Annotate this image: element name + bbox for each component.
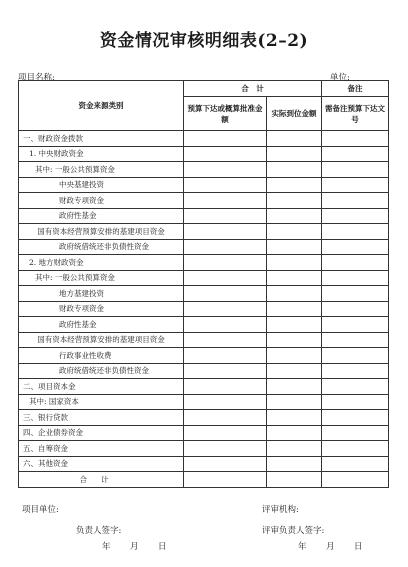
- row-label: 地方基建投资: [19, 286, 184, 302]
- actual-amount-cell[interactable]: [267, 410, 322, 426]
- row-label: 六、其他资金: [19, 456, 184, 472]
- table-row: [19, 208, 389, 224]
- actual-amount-cell[interactable]: [267, 162, 322, 178]
- approved-amount-cell[interactable]: [184, 348, 267, 364]
- unit-label: 单位:: [330, 73, 350, 83]
- total-remark-cell[interactable]: [322, 472, 389, 488]
- doc-number-cell[interactable]: [322, 301, 389, 317]
- date-left-year: 年: [102, 542, 111, 552]
- row-label: 政府性基金: [19, 317, 184, 333]
- actual-amount-cell[interactable]: [267, 394, 322, 410]
- date-right-day: 日: [354, 542, 363, 552]
- actual-amount-cell[interactable]: [267, 332, 322, 348]
- table-row: [19, 162, 389, 178]
- row-label: 政府性基金: [19, 208, 184, 224]
- principal-signature-label: 负责人签字:: [76, 526, 122, 536]
- date-left-day: 日: [158, 542, 167, 552]
- actual-amount-cell[interactable]: [267, 239, 322, 255]
- doc-number-cell[interactable]: [322, 193, 389, 209]
- actual-amount-cell[interactable]: [267, 379, 322, 395]
- table-row: [19, 301, 389, 317]
- approved-amount-cell[interactable]: [184, 379, 267, 395]
- review-principal-signature-label: 评审负责人签字:: [262, 526, 325, 536]
- actual-amount-cell[interactable]: [267, 208, 322, 224]
- actual-amount-cell[interactable]: [267, 177, 322, 193]
- approved-amount-cell[interactable]: [184, 146, 267, 162]
- date-right-month: 月: [326, 542, 335, 552]
- row-label: 国有资本经营预算安排的基建项目资金: [19, 332, 184, 348]
- approved-amount-cell[interactable]: [184, 286, 267, 302]
- total-row: [19, 472, 389, 488]
- doc-number-cell[interactable]: [322, 131, 389, 147]
- approved-amount-cell[interactable]: [184, 208, 267, 224]
- row-label: 其中: 国家资本: [19, 394, 184, 410]
- table-row: [19, 224, 389, 240]
- actual-amount-cell[interactable]: [267, 224, 322, 240]
- doc-number-cell[interactable]: [322, 270, 389, 286]
- actual-amount-cell[interactable]: [267, 441, 322, 457]
- actual-amount-cell[interactable]: [267, 425, 322, 441]
- table-row: [19, 363, 389, 379]
- table-row: [19, 177, 389, 193]
- approved-amount-cell[interactable]: [184, 301, 267, 317]
- approved-amount-cell[interactable]: [184, 456, 267, 472]
- table-row: [19, 394, 389, 410]
- doc-number-cell[interactable]: [322, 456, 389, 472]
- row-label: 三、银行贷款: [19, 410, 184, 426]
- doc-number-cell[interactable]: [322, 208, 389, 224]
- doc-number-cell[interactable]: [322, 379, 389, 395]
- total-approved-cell[interactable]: [184, 472, 267, 488]
- table-row: [19, 332, 389, 348]
- actual-amount-cell[interactable]: [267, 317, 322, 333]
- approved-amount-cell[interactable]: [184, 224, 267, 240]
- project-unit-label: 项目单位:: [22, 505, 59, 515]
- approved-amount-cell[interactable]: [184, 332, 267, 348]
- header-remark: 备注: [322, 81, 389, 97]
- doc-number-cell[interactable]: [322, 239, 389, 255]
- table-row: [19, 146, 389, 162]
- header-approved-amount: 预算下达或概算批准金额: [184, 97, 267, 131]
- approved-amount-cell[interactable]: [184, 193, 267, 209]
- doc-number-cell[interactable]: [322, 255, 389, 271]
- actual-amount-cell[interactable]: [267, 270, 322, 286]
- funding-review-table: [18, 80, 389, 488]
- approved-amount-cell[interactable]: [184, 239, 267, 255]
- table-row: [19, 193, 389, 209]
- row-label: 四、企业债券资金: [19, 425, 184, 441]
- approved-amount-cell[interactable]: [184, 425, 267, 441]
- project-name-label: 项目名称:: [18, 73, 55, 83]
- actual-amount-cell[interactable]: [267, 286, 322, 302]
- approved-amount-cell[interactable]: [184, 131, 267, 147]
- approved-amount-cell[interactable]: [184, 394, 267, 410]
- table-row: [19, 255, 389, 271]
- row-label: 财政专项资金: [19, 301, 184, 317]
- table-row: [19, 410, 389, 426]
- approved-amount-cell[interactable]: [184, 270, 267, 286]
- total-actual-cell[interactable]: [267, 472, 322, 488]
- table-row: [19, 131, 389, 147]
- doc-number-cell[interactable]: [322, 348, 389, 364]
- table-row: [19, 379, 389, 395]
- row-label: 中央基建投资: [19, 177, 184, 193]
- doc-number-cell[interactable]: [322, 394, 389, 410]
- table-row: [19, 270, 389, 286]
- header-category: 资金来源类别: [19, 81, 184, 131]
- approved-amount-cell[interactable]: [184, 162, 267, 178]
- doc-number-cell[interactable]: [322, 441, 389, 457]
- doc-number-cell[interactable]: [322, 162, 389, 178]
- doc-number-cell[interactable]: [322, 332, 389, 348]
- actual-amount-cell[interactable]: [267, 363, 322, 379]
- actual-amount-cell[interactable]: [267, 193, 322, 209]
- table-row: [19, 441, 389, 457]
- row-label: 政府统借统还非负债性资金: [19, 363, 184, 379]
- actual-amount-cell[interactable]: [267, 131, 322, 147]
- doc-number-cell[interactable]: [322, 286, 389, 302]
- actual-amount-cell[interactable]: [267, 456, 322, 472]
- doc-number-cell[interactable]: [322, 425, 389, 441]
- row-label: 国有资本经营预算安排的基建项目资金: [19, 224, 184, 240]
- doc-number-cell[interactable]: [322, 410, 389, 426]
- approved-amount-cell[interactable]: [184, 410, 267, 426]
- date-right-year: 年: [298, 542, 307, 552]
- table-body: [19, 131, 389, 488]
- approved-amount-cell[interactable]: [184, 255, 267, 271]
- table-row: [19, 286, 389, 302]
- approved-amount-cell[interactable]: [184, 441, 267, 457]
- header-actual-amount: 实际到位金额: [267, 97, 322, 131]
- row-label: 其中: 一般公共预算资金: [19, 162, 184, 178]
- row-label: 五、自筹资金: [19, 441, 184, 457]
- doc-number-cell[interactable]: [322, 224, 389, 240]
- table-row: [19, 456, 389, 472]
- date-left-month: 月: [130, 542, 139, 552]
- row-label: 二、项目资本金: [19, 379, 184, 395]
- row-label: 政府统借统还非负债性资金: [19, 239, 184, 255]
- actual-amount-cell[interactable]: [267, 255, 322, 271]
- approved-amount-cell[interactable]: [184, 363, 267, 379]
- header-doc-number: 需备注预算下达文号: [322, 97, 389, 131]
- table-row: [19, 317, 389, 333]
- doc-number-cell[interactable]: [322, 146, 389, 162]
- actual-amount-cell[interactable]: [267, 348, 322, 364]
- row-label: 行政事业性收费: [19, 348, 184, 364]
- actual-amount-cell[interactable]: [267, 301, 322, 317]
- page-title: 资金情况审核明细表(2–2): [99, 31, 309, 51]
- header-total: 合 计: [184, 81, 322, 97]
- row-label: 2. 地方财政资金: [19, 255, 184, 271]
- row-label: 财政专项资金: [19, 193, 184, 209]
- doc-number-cell[interactable]: [322, 177, 389, 193]
- row-label: 一、财政资金拨款: [19, 131, 184, 147]
- table-row: [19, 425, 389, 441]
- total-label: 合计: [19, 472, 184, 488]
- row-label: 其中: 一般公共预算资金: [19, 270, 184, 286]
- table-row: [19, 348, 389, 364]
- actual-amount-cell[interactable]: [267, 146, 322, 162]
- approved-amount-cell[interactable]: [184, 317, 267, 333]
- review-org-label: 评审机构:: [262, 505, 299, 515]
- doc-number-cell[interactable]: [322, 363, 389, 379]
- doc-number-cell[interactable]: [322, 317, 389, 333]
- approved-amount-cell[interactable]: [184, 177, 267, 193]
- table-row: [19, 239, 389, 255]
- row-label: 1. 中央财政资金: [19, 146, 184, 162]
